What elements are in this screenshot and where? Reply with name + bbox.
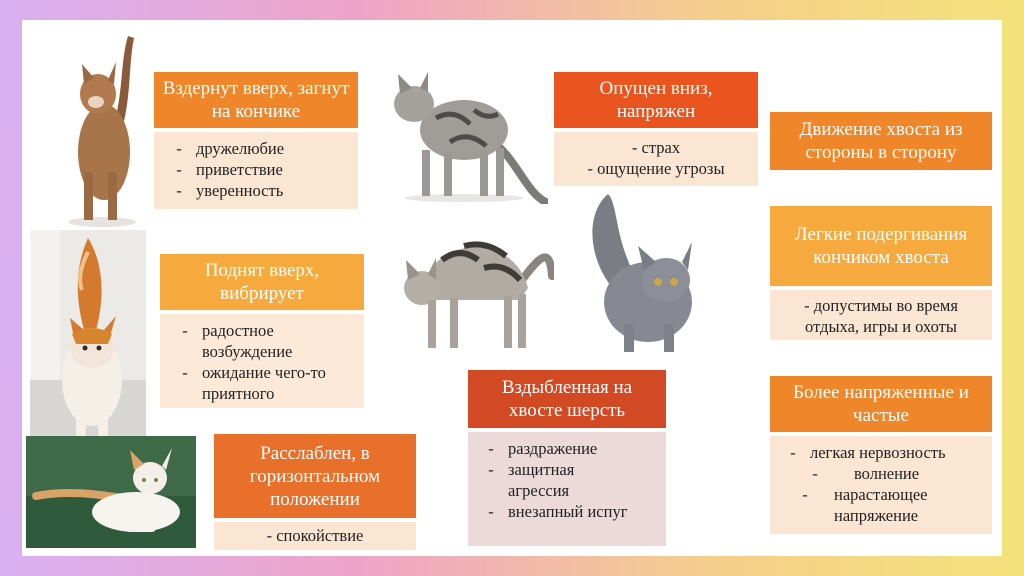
card-light-twitch — [770, 206, 992, 340]
card-header: Расслаблен, в горизонтальном положении — [214, 434, 416, 518]
card-header: Легкие подергивания кончиком хвоста — [770, 206, 992, 286]
list-item: - нарастающее напряжение — [802, 485, 928, 525]
card-body — [554, 132, 758, 186]
card-header: Опущен вниз, напряжен — [554, 72, 758, 128]
list-item: - раздражение — [488, 439, 598, 458]
card-tail-relaxed — [214, 434, 416, 550]
list-item: - дружелюбие — [176, 139, 285, 158]
cat-arched-tabby-photo — [394, 216, 554, 354]
cat-gray-fluffed-photo — [578, 184, 712, 356]
card-body — [468, 432, 666, 546]
cat-walking-tabby-photo — [378, 54, 548, 204]
card-tail-up-vibrating — [160, 254, 364, 408]
cat-tail-vibrating-photo — [30, 230, 146, 456]
card-header: Вздыбленная на хвосте шерсть — [468, 370, 666, 428]
list-item: - волнение — [812, 464, 920, 483]
list-item: - приветствие — [176, 160, 283, 179]
card-fur-raised — [468, 370, 666, 546]
card-side-to-side — [770, 112, 992, 170]
cat-lying-photo — [26, 436, 196, 548]
card-header: Движение хвоста из стороны в сторону — [770, 112, 992, 170]
list-item: - легкая нервозность — [790, 443, 946, 462]
card-header: Вздернут вверх, загнут на кончике — [154, 72, 358, 128]
slide — [22, 20, 1002, 556]
list-item: - внезапный испуг — [488, 502, 628, 521]
card-body — [154, 132, 358, 209]
cat-tail-up-photo — [46, 32, 158, 228]
list-item: - ощущение угрозы — [587, 159, 725, 178]
card-header: Более напряженные и частые — [770, 376, 992, 432]
list-item: - радостное возбуждение — [182, 321, 293, 361]
card-body: - допустимы во время отдыха, игры и охоты — [770, 290, 992, 340]
list-item: - защитная агрессия — [488, 460, 575, 500]
list-item: - ожидание чего-то приятного — [182, 363, 326, 403]
card-tense-frequent — [770, 376, 992, 534]
card-tail-up-hooked — [154, 72, 358, 209]
list-item: - страх — [631, 138, 681, 157]
card-tail-down — [554, 72, 758, 186]
list-item: - уверенность — [176, 181, 284, 200]
card-header: Поднят вверх, вибрирует — [160, 254, 364, 310]
card-body — [770, 436, 992, 534]
card-body: - спокойствие — [214, 522, 416, 550]
card-body — [160, 314, 364, 408]
